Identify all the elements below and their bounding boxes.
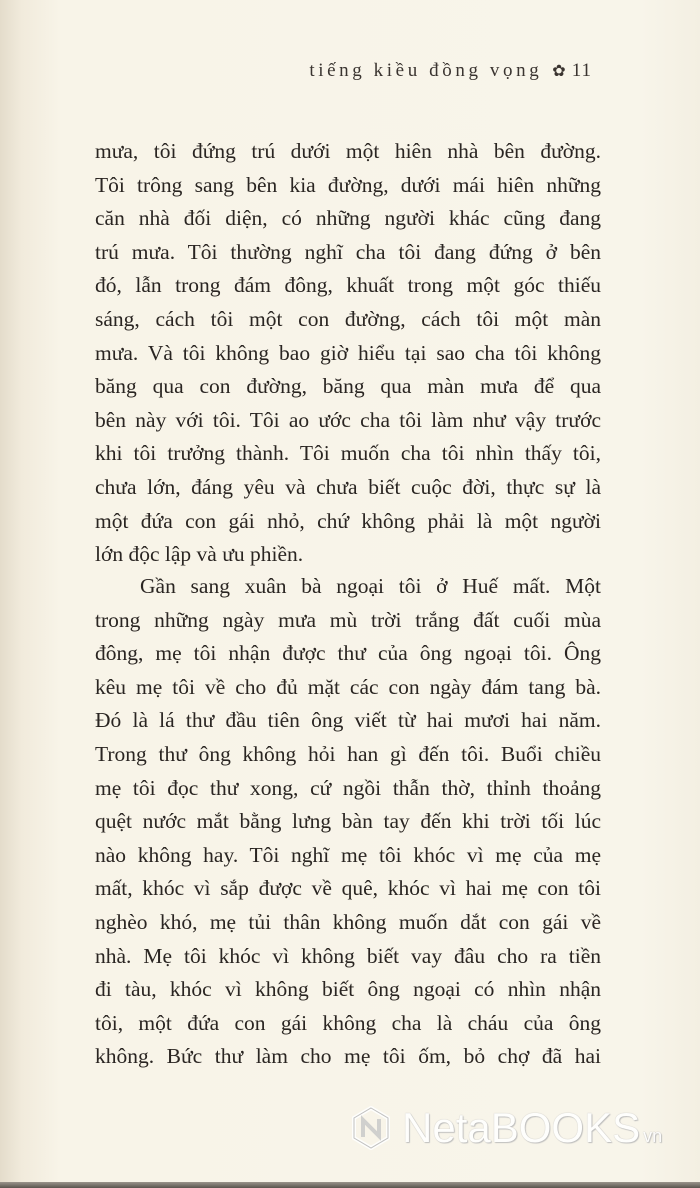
text-line: khi tôi trưởng thành. Tôi muốn cha tôi nhìn thấy tôi, (95, 441, 601, 466)
text-line: quệt nước mắt bằng lưng bàn tay đến khi trời tối lúc (95, 809, 601, 834)
text-line: mưa, tôi đứng trú dưới một hiên nhà bên đường. (95, 139, 601, 163)
page-bottom-edge (0, 1182, 700, 1188)
paragraph-1 (95, 135, 601, 572)
text-line: Gần sang xuân bà ngoại tôi ở Huế mất. Một (140, 574, 601, 598)
netabooks-logo-icon (352, 1106, 390, 1150)
watermark-brand: NetaBOOKS (402, 1104, 641, 1151)
text-line: sáng, cách tôi một con đường, cách tôi một màn (95, 306, 601, 331)
text-line: nhà. Mẹ tôi khóc vì không biết vay đâu cho ra tiền (95, 943, 601, 968)
running-title: tiếng kiều đồng vọng (309, 60, 543, 81)
text-line: mưa. Và tôi không bao giờ hiểu tại sao cha tôi không (95, 340, 601, 365)
text-line: mất, khóc vì sắp được về quê, khóc vì hai mẹ con tôi (95, 876, 601, 901)
text-line: kêu mẹ tôi về cho đủ mặt các con ngày đám tang bà. (95, 674, 601, 699)
running-header (309, 60, 592, 82)
text-line: bên này với tôi. Tôi ao ước cha tôi làm như vậy trước (95, 407, 601, 432)
text-line: trong những ngày mưa mù trời trắng đất cuối mùa (95, 607, 601, 632)
paragraph-2 (95, 570, 601, 1074)
text-line: chưa lớn, đáng yêu và chưa biết cuộc đời, thực sự là (95, 474, 601, 499)
text-line: đi tàu, khóc vì không biết ông ngoại có nhìn nhận (95, 977, 601, 1002)
text-line: không. Bức thư làm cho mẹ tôi ốm, bỏ chợ đã hai (95, 1044, 601, 1069)
netabooks-watermark (352, 1104, 662, 1152)
text-line: trú mưa. Tôi thường nghĩ cha tôi đang đứng ở bên (95, 239, 601, 264)
text-line: nghèo khó, mẹ tủi thân không muốn dắt con gái về (95, 909, 601, 934)
page-number: 11 (571, 60, 592, 81)
text-line: băng qua con đường, băng qua màn mưa để qua (95, 374, 601, 399)
text-line: đó, lẫn trong đám đông, khuất trong một góc thiếu (95, 273, 601, 298)
text-line: đông, mẹ tôi nhận được thư của ông ngoại tôi. Ông (95, 641, 601, 666)
text-line: tôi, một đứa con gái không cha là cháu của ông (95, 1010, 601, 1035)
text-line: Trong thư ông không hỏi han gì đến tôi. Buổi chiều (95, 741, 601, 766)
text-line: nào không hay. Tôi nghĩ mẹ tôi khóc vì mẹ của mẹ (95, 842, 601, 867)
text-line: lớn độc lập và ưu phiền. (95, 542, 304, 567)
text-line: căn nhà đối diện, có những người khác cũng đang (95, 206, 601, 231)
text-line: một đứa con gái nhỏ, chứ không phải là một người (95, 508, 601, 533)
text-line: Tôi trông sang bên kia đường, dưới mái hiên những (95, 172, 601, 197)
text-line: Đó là lá thư đầu tiên ông viết từ hai mươi hai năm. (95, 708, 601, 733)
watermark-suffix: vn (643, 1125, 663, 1146)
text-line: mẹ tôi đọc thư xong, cứ ngồi thẫn thờ, thỉnh thoảng (95, 775, 601, 800)
flower-icon: ✿ (552, 63, 566, 80)
